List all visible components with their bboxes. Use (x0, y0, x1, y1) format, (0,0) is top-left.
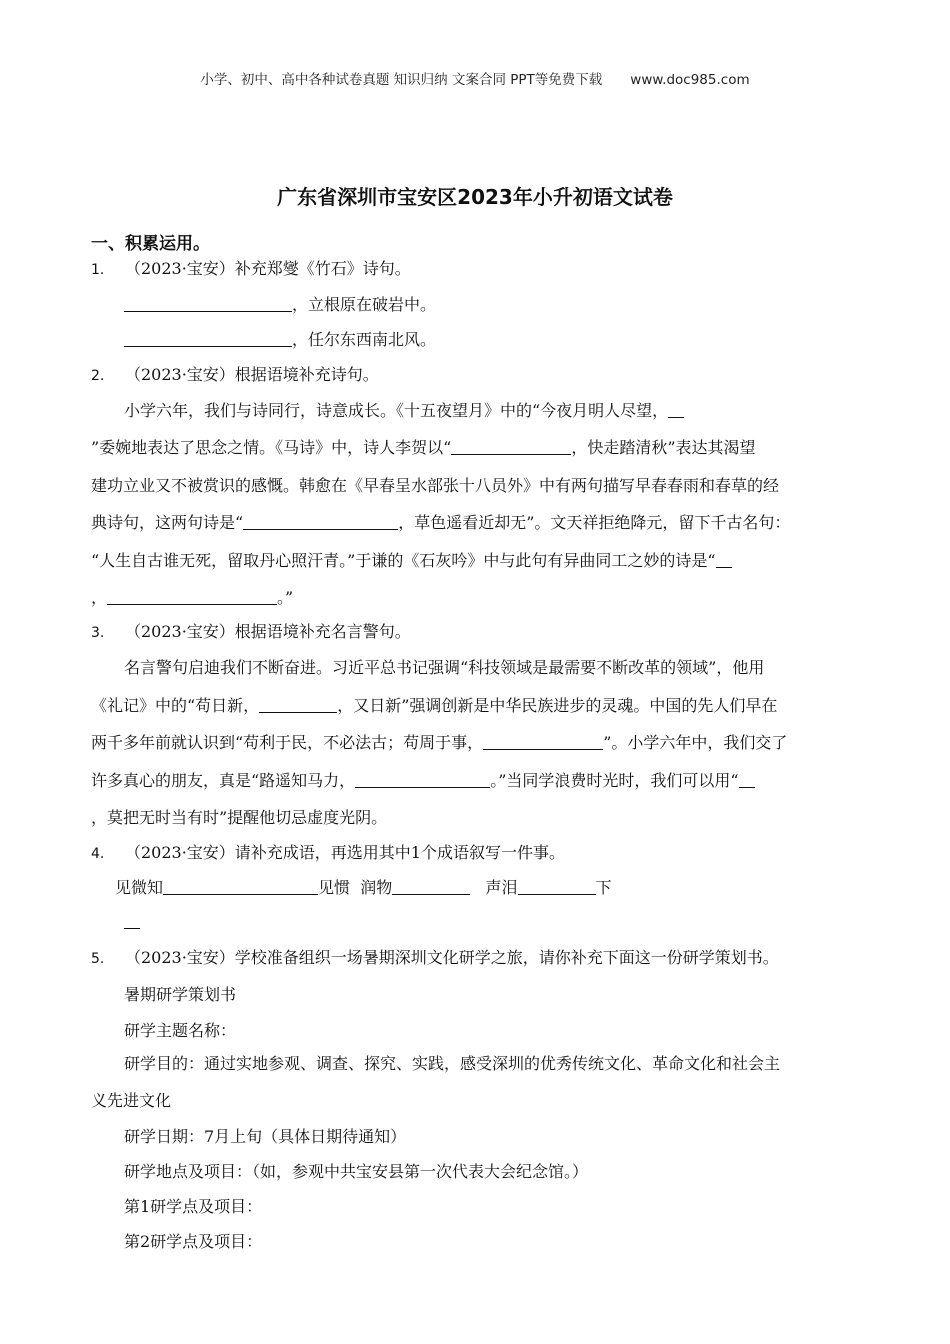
question-stem: （2023·宝安）请补充成语，再选用其中1个成语叙写一件事。 (125, 843, 565, 862)
answer-blank[interactable] (668, 401, 684, 418)
paragraph-text: 许多真心的朋友，真是“路遥知马力， (91, 771, 356, 790)
answer-blank[interactable] (355, 771, 490, 788)
question-1 (91, 259, 411, 280)
plan-purpose: 研学目的：通过实地参观、调查、探究、实践，感受深圳的优秀传统文化、革命文化和社会主 (124, 1054, 781, 1073)
idiom-text: 声泪 (485, 878, 518, 897)
q2-paragraph-line (91, 438, 756, 458)
q2-paragraph-line (91, 588, 293, 608)
paragraph-text: 两千多年前就认识到“苟利于民，不必法古；苟周于事， (91, 733, 484, 752)
q3-paragraph-line: ，莫把无时当有时”提醒他切忌虚度光阴。 (91, 808, 388, 827)
q3-paragraph-line (91, 733, 787, 753)
question-stem: （2023·宝安）根据语境补充诗句。 (125, 365, 379, 384)
q1-line-2 (124, 330, 436, 350)
paragraph-text: 。”当同学浪费时光时，我们可以用“ (490, 771, 739, 790)
q3-paragraph-line: 名言警句启迪我们不断奋进。习近平总书记强调“科技领域是最需要不断改革的领域”，他用 (124, 658, 765, 677)
poem-text: ，任尔东西南北风。 (292, 330, 437, 349)
question-number: 5. (91, 951, 105, 967)
answer-blank[interactable] (716, 551, 732, 568)
paragraph-text: ”委婉地表达了思念之情。《马诗》中，诗人李贺以“ (91, 438, 452, 457)
paragraph-text: 典诗句，这两句诗是“ (91, 513, 244, 532)
question-stem: （2023·宝安）补充郑燮《竹石》诗句。 (125, 259, 411, 278)
plan-date: 研学日期：7月上旬（具体日期待通知） (124, 1127, 407, 1146)
paragraph-text: 。” (277, 588, 294, 607)
paragraph-text: ”。小学六年中，我们交了 (603, 733, 788, 752)
q1-line-1 (124, 295, 436, 315)
q2-paragraph-line: 建功立业又不被赏识的感慨。韩愈在《早春呈水部张十八员外》中有两句描写早春春雨和春草的经 (91, 476, 780, 495)
answer-blank[interactable] (163, 878, 318, 895)
q2-paragraph-line (124, 401, 684, 421)
question-4 (91, 843, 565, 864)
plan-purpose-cont: 义先进文化 (91, 1091, 172, 1110)
plan-title: 暑期研学策划书 (124, 985, 237, 1004)
question-number: 4. (91, 846, 105, 862)
answer-blank[interactable] (124, 295, 292, 312)
q3-paragraph-line (91, 696, 777, 716)
paragraph-text: “人生自古谁无死，留取丹心照汗青。”于谦的《石灰吟》中与此句有异曲同工之妙的诗是“ (91, 551, 716, 570)
question-number: 3. (91, 625, 105, 641)
q2-paragraph-line (91, 551, 732, 571)
paragraph-text: ，又日新”强调创新是中华民族进步的灵魂。中国的先人们早在 (337, 696, 778, 715)
answer-blank[interactable] (124, 912, 140, 929)
idiom-text: 下 (595, 878, 612, 897)
header-site-link[interactable]: www.doc985.com (630, 72, 750, 88)
question-2 (91, 365, 379, 386)
plan-site-2: 第2研学点及项目： (124, 1232, 263, 1251)
idiom-text: 见微知 (115, 878, 164, 897)
paragraph-text: ，草色遥看近却无”。文天祥拒绝降元，留下千古名句： (398, 513, 791, 532)
q4-idiom-line (115, 878, 612, 898)
plan-site-1: 第1研学点及项目： (124, 1197, 263, 1216)
answer-blank[interactable] (483, 733, 603, 750)
header-text: 小学、初中、高中各种试卷真题 知识归纳 文案合同 PPT等免费下载 (200, 72, 603, 88)
paragraph-text: 《礼记》中的“苟日新， (91, 696, 260, 715)
answer-blank[interactable] (243, 513, 398, 530)
answer-blank[interactable] (518, 878, 596, 895)
answer-blank[interactable] (259, 696, 337, 713)
plan-location: 研学地点及项目：（如，参观中共宝安县第一次代表大会纪念馆。） (124, 1162, 589, 1181)
answer-blank[interactable] (107, 588, 277, 605)
poem-text: ，立根原在破岩中。 (292, 295, 437, 314)
page-header (0, 68, 950, 88)
idiom-text: 润物 (360, 878, 393, 897)
question-stem: （2023·宝安）学校准备组织一场暑期深圳文化研学之旅，请你补充下面这一份研学策划书。 (125, 948, 779, 967)
answer-blank[interactable] (739, 771, 755, 788)
question-number: 1. (91, 262, 105, 278)
answer-blank[interactable] (451, 438, 571, 455)
page-title: 广东省深圳市宝安区2023年小升初语文试卷 (277, 185, 673, 209)
question-stem: （2023·宝安）根据语境补充名言警句。 (125, 622, 411, 641)
plan-theme: 研学主题名称： (124, 1021, 237, 1040)
q2-paragraph-line (91, 513, 790, 533)
question-5 (91, 948, 779, 969)
q4-writing-line (124, 912, 140, 932)
section-heading: 一、积累运用。 (91, 234, 210, 254)
question-number: 2. (91, 368, 105, 384)
paragraph-text: ， (91, 588, 108, 607)
question-3 (91, 622, 411, 643)
idiom-text: 见惯 (318, 878, 351, 897)
q3-paragraph-line (91, 771, 755, 791)
paragraph-text: 小学六年，我们与诗同行，诗意成长。《十五夜望月》中的“今夜月明人尽望， (124, 401, 669, 420)
answer-blank[interactable] (124, 330, 292, 347)
answer-blank[interactable] (392, 878, 470, 895)
paragraph-text: ，快走踏清秋”表达其渴望 (571, 438, 756, 457)
